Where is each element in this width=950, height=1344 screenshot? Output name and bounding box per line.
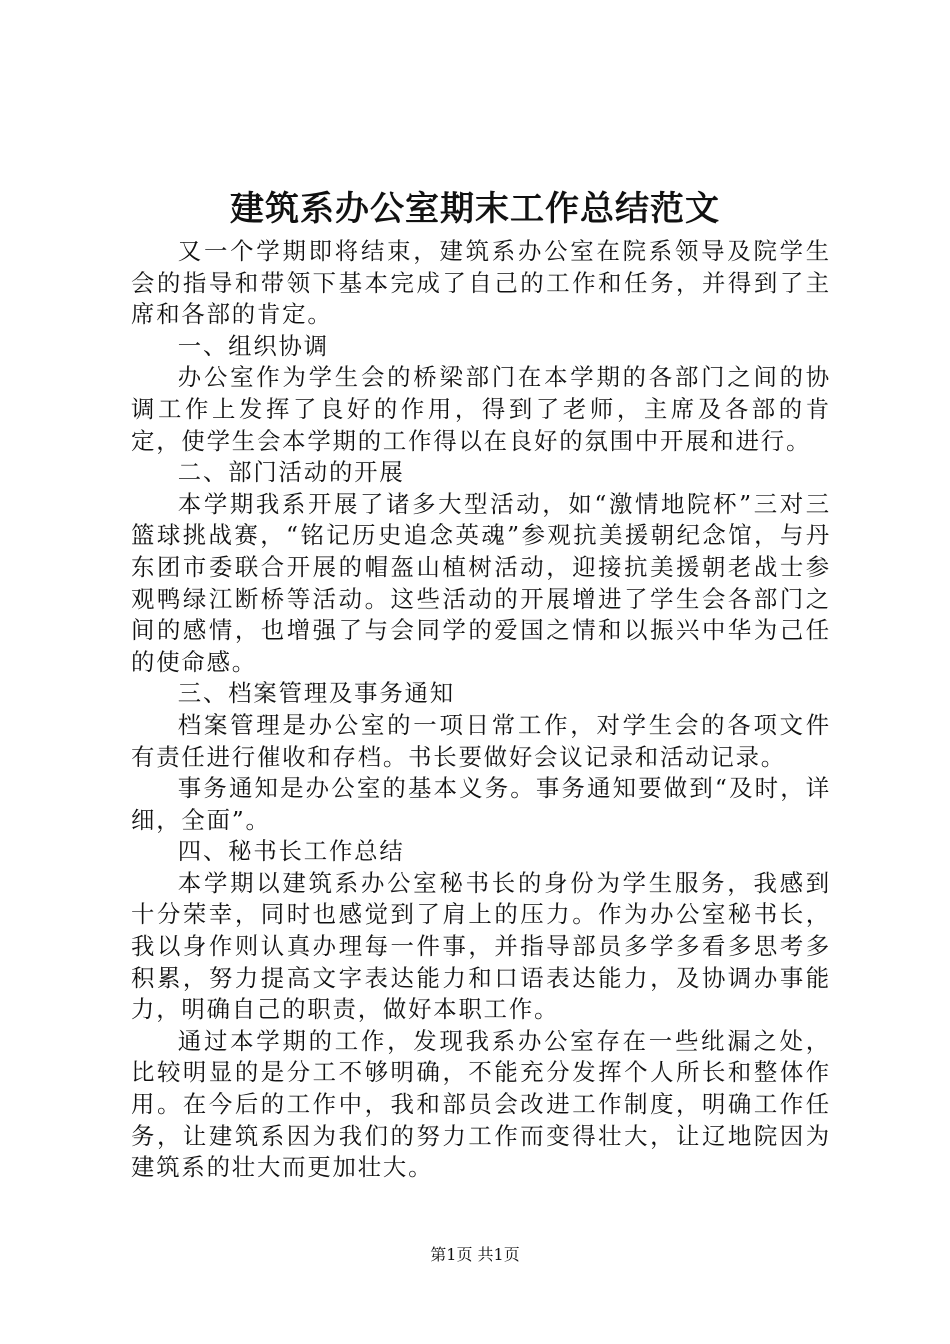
paragraph-coordination: 办公室作为学生会的桥梁部门在本学期的各部门之间的协调工作上发挥了良好的作用，得到了老师，主席及各部的肯定，使学生会本学期的工作得以在良好的氛围中开展和进行。 [131,363,831,455]
paragraph-notices: 事务通知是办公室的基本义务。事务通知要做到“及时，详细，全面”。 [131,774,831,834]
paragraph-intro: 又一个学期即将结束，建筑系办公室在院系领导及院学生会的指导和带领下基本完成了自己的工作和任务，并得到了主席和各部的肯定。 [131,237,831,329]
document-title: 建筑系办公室期末工作总结范文 [230,189,720,229]
page-footer: 第1页 共1页 [430,1245,520,1264]
section-heading-4: 四、秘书长工作总结 [177,837,405,866]
section-heading-1: 一、组织协调 [177,331,329,360]
paragraph-secretary: 本学期以建筑系办公室秘书长的身份为学生服务，我感到十分荣幸，同时也感觉到了肩上的压力。作为办公室秘书长，我以身作则认真办理每一件事，并指导部员多学多看多思考多积累，努力提高文字表达能力和口语表达能力，及协调办事能力，明确自己的职责，做好本职工作。 [131,868,831,1024]
paragraph-archives: 档案管理是办公室的一项日常工作，对学生会的各项文件有责任进行催收和存档。书长要做好会议记录和活动记录。 [131,710,831,771]
paragraph-activities: 本学期我系开展了诸多大型活动，如“激情地院杯”三对三篮球挑战赛，“铭记历史追念英魂”参观抗美援朝纪念馆，与丹东团市委联合开展的帽盔山植树活动，迎接抗美援朝老战士参观鸭绿江断桥等活动。这些活动的开展增进了学生会各部门之间的感情，也增强了与会同学的爱国之情和以振兴中华为己任的使命感。 [131,489,831,676]
document-body [131,236,831,1184]
paragraph-conclusion: 通过本学期的工作，发现我系办公室存在一些纰漏之处，比较明显的是分工不够明确，不能充分发挥个人所长和整体作用。在今后的工作中，我和部员会改进工作制度，明确工作任务，让建筑系因为我们的努力工作而变得壮大，让辽地院因为建筑系的壮大而更加壮大。 [131,1026,831,1182]
section-heading-3: 三、档案管理及事务通知 [177,679,455,708]
section-heading-2: 二、部门活动的开展 [177,458,405,487]
